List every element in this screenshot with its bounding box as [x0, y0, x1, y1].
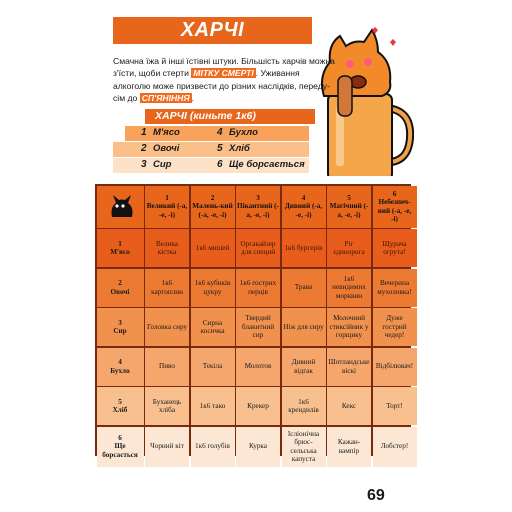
col-header-label: Пікантний (-а, -е, -і) — [237, 202, 279, 219]
col-header-number: 1 — [165, 194, 169, 203]
page-title-bar — [113, 17, 312, 44]
roll-item: М'ясо — [153, 127, 180, 138]
roll-row — [113, 142, 309, 157]
roll-number: 4 — [217, 127, 223, 138]
row-header-number: 1 — [118, 239, 122, 248]
row-header-label: Бухло — [110, 366, 130, 375]
table-cell: 1к6 тако — [191, 387, 235, 425]
table-cell: Відбілювач! — [373, 348, 417, 386]
table-cell: Молочний стиксійник у горщику — [327, 308, 371, 346]
roll-number: 1 — [141, 127, 147, 138]
table-cell: Велика кістка — [145, 229, 189, 267]
table-cell: Крекер — [236, 387, 280, 425]
table-cell: Щурача огрута! — [373, 229, 417, 267]
col-header-label: Дивний (-а, -е, -і) — [284, 202, 323, 219]
table-cell: Молотов — [236, 348, 280, 386]
col-header — [373, 186, 417, 228]
table-cell: Кекс — [327, 387, 371, 425]
row-header — [97, 229, 144, 267]
table-cell: 1к6 картоплин — [145, 269, 189, 307]
row-header-number: 4 — [118, 358, 122, 367]
roll-table-header-label: ХАРЧІ (киньте 1к6) — [155, 110, 256, 122]
row-header-number: 5 — [118, 397, 122, 406]
table-cell: Курка — [236, 427, 280, 467]
table-cell: 1к6 голубів — [191, 427, 235, 467]
col-header — [282, 186, 326, 228]
row-header — [97, 269, 144, 307]
table-cell: 1к6 крендилів — [282, 387, 326, 425]
table-cell: Твердий блакитний сир — [236, 308, 280, 346]
table-cell: Текіла — [191, 348, 235, 386]
roll-row — [113, 158, 309, 173]
row-header-number: 2 — [118, 279, 122, 288]
table-cell: Головка сиру — [145, 308, 189, 346]
table-cell: Ріг єдинорога — [327, 229, 371, 267]
table-cell: Буханець хліба — [145, 387, 189, 425]
row-header-label: Сир — [113, 327, 127, 335]
row-header — [97, 427, 144, 467]
row-header-label: Овочі — [110, 287, 130, 296]
row-header — [97, 348, 144, 386]
roll-item: Хліб — [229, 143, 250, 154]
roll-table-header — [145, 109, 315, 124]
row-header-number: 6 — [118, 433, 122, 442]
table-cell: 1к6 мишей — [191, 229, 235, 267]
col-header — [191, 186, 235, 228]
row-header — [97, 387, 144, 425]
roll-item: Сир — [153, 159, 172, 170]
food-table — [95, 184, 414, 463]
col-header-label: Магічний (-а, -е, -і) — [329, 202, 369, 219]
table-cell: Пиво — [145, 348, 189, 386]
col-header-label: Небезпеч-ний (-а, -е, -і) — [377, 198, 412, 223]
table-cell: Торт! — [373, 387, 417, 425]
page-number: 69 — [367, 487, 385, 504]
table-cell: 1к6 бургерів — [282, 229, 326, 267]
page-title: ХАРЧІ — [180, 19, 245, 41]
roll-number: 6 — [217, 159, 223, 170]
table-cell: Оргакайзер для специй — [236, 229, 280, 267]
col-header-number: 6 — [392, 190, 397, 199]
col-header-number: 4 — [301, 194, 306, 203]
col-header-number: 3 — [256, 194, 260, 203]
table-cell: Дивний відгак — [282, 348, 326, 386]
table-cell: Ісліонічна брюс-сельська капуста — [282, 427, 326, 467]
table-cell: Трава — [282, 269, 326, 307]
roll-row — [113, 126, 309, 141]
table-cell: Дуже гострий чедер! — [373, 308, 417, 346]
col-header-label: Малень-кий (-а, -е, -і) — [192, 202, 233, 219]
drunk-highlight: СП'ЯНІННЯ — [141, 93, 190, 104]
intro-text-1: Смачна їжа й інші їстівні штуки. Більшість харчів можна з'їсти, щоби стерти — [113, 56, 335, 79]
roll-item: Ще борсається — [229, 159, 305, 170]
table-cell: 1к6 кубиків цукру — [191, 269, 235, 307]
roll-number: 5 — [217, 143, 223, 154]
table-cell: 1к6 невидимих морквин — [327, 269, 371, 307]
table-cell: Ніж для сиру — [282, 308, 326, 346]
row-header-label: М'ясо — [110, 248, 130, 256]
roll-item: Бухло — [229, 127, 258, 138]
row-header-label: Ще борсається — [102, 442, 138, 459]
col-header-number: 2 — [210, 194, 215, 203]
roll-number: 2 — [141, 143, 147, 154]
intro-text-2: . Уживання алкоголю може призвести до різних наслідків, переду-сім до — [113, 68, 330, 104]
col-header — [236, 186, 280, 228]
table-cell: Кажан-вампір — [327, 427, 371, 467]
table-cell: Вечерина мухоловка! — [373, 269, 417, 307]
table-cell: 1к6 гострих перців — [236, 269, 280, 307]
col-header-number: 5 — [347, 194, 351, 203]
table-cell: Чорний кіт — [145, 427, 189, 467]
intro-text-3: . — [191, 93, 195, 104]
table-cell: Сирна косичка — [191, 308, 235, 346]
cat-icon — [106, 191, 134, 221]
death-mark-highlight: МІТКУ СМЕРТІ — [193, 68, 254, 79]
col-header — [327, 186, 371, 228]
table-cell: Лобстер! — [373, 427, 417, 467]
intro-paragraph — [113, 55, 335, 105]
col-header — [145, 186, 189, 228]
row-header-label: Хліб — [112, 406, 128, 414]
roll-item: Овочі — [153, 143, 180, 154]
col-header-label: Великий (-а, -е, -і) — [146, 202, 188, 219]
row-header-number: 3 — [118, 318, 122, 327]
table-corner — [97, 186, 144, 228]
roll-number: 3 — [141, 159, 147, 170]
row-header — [97, 308, 144, 346]
table-cell: Шотландське віскі — [327, 348, 371, 386]
